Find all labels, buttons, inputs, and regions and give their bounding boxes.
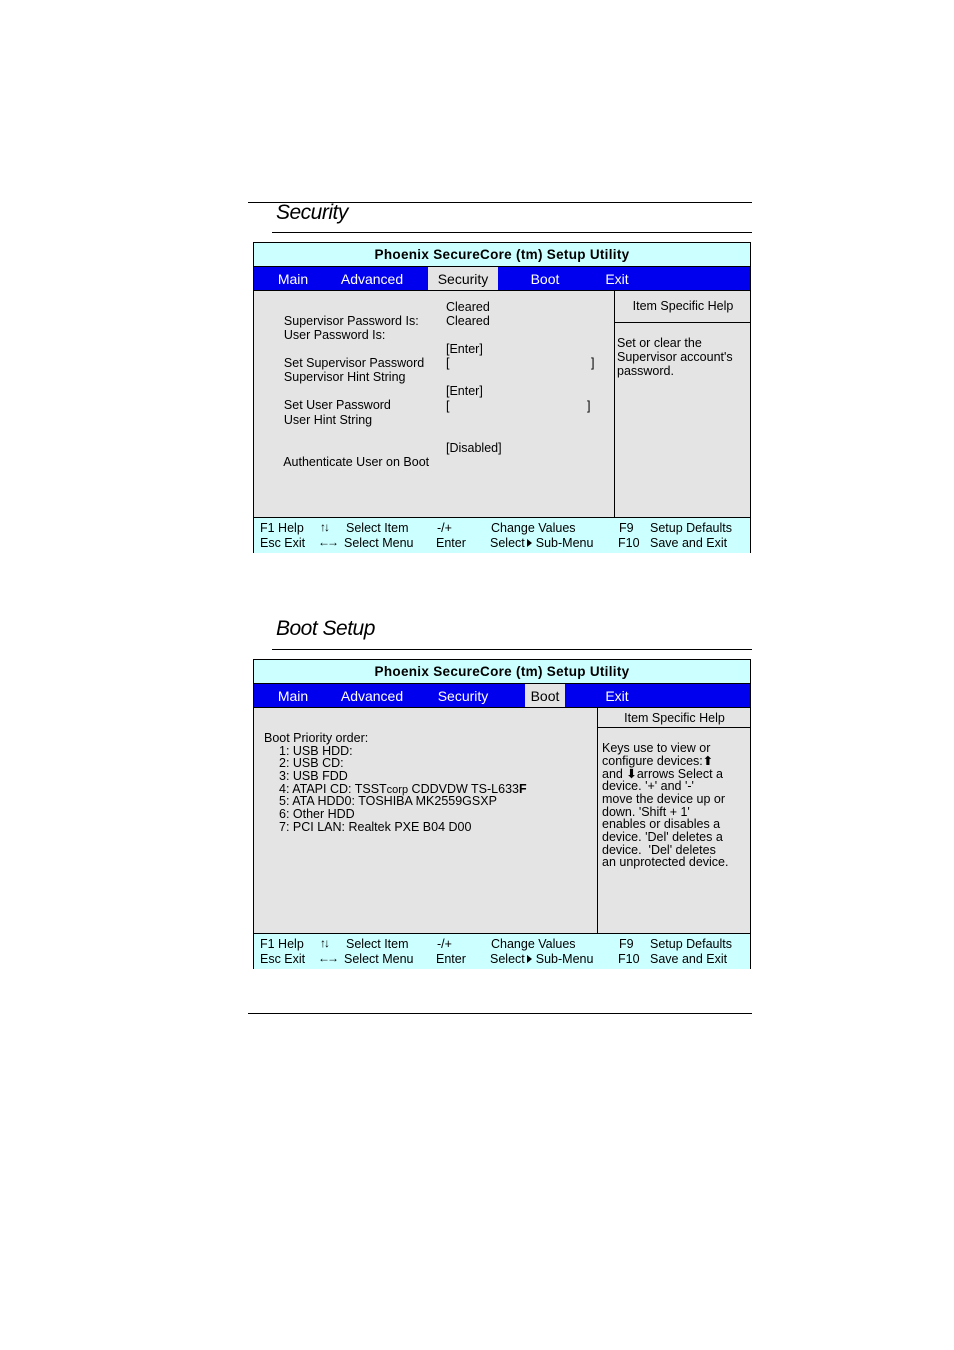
setting-label: Set User Password	[283, 398, 391, 412]
up-down-arrows-icon: ↑↓	[320, 520, 328, 534]
menu-boot[interactable]: Boot	[525, 684, 565, 707]
select-item-label: Select Item	[346, 521, 409, 535]
select-label: Select	[490, 952, 525, 966]
minus-plus-key[interactable]: -/+	[437, 521, 452, 535]
setting-label: User Password Is:	[283, 328, 386, 342]
boot-section-title: Boot Setup	[276, 617, 375, 640]
f10-key[interactable]: F10	[618, 952, 640, 966]
left-right-arrows-icon: ←→	[318, 951, 336, 965]
help-line: an unprotected device.	[602, 855, 729, 869]
minus-plus-key[interactable]: -/+	[437, 937, 452, 951]
setting-value[interactable]: [Disabled]	[446, 441, 502, 455]
boot-device-item[interactable]: 6: Other HDD	[279, 807, 355, 821]
help-text: and	[602, 767, 623, 781]
bios-title: Phoenix SecureCore (tm) Setup Utility	[254, 660, 750, 684]
menu-exit[interactable]: Exit	[605, 688, 629, 704]
hint-close-bracket: ]	[591, 356, 595, 370]
bios-menu-bar	[254, 684, 750, 708]
triangle-right-icon	[527, 539, 532, 547]
sub-menu-label: Sub-Menu	[535, 536, 594, 550]
select-item-label: Select Item	[346, 937, 409, 951]
menu-security[interactable]: Security	[437, 688, 489, 704]
help-pane-divider	[597, 708, 598, 933]
menu-advanced[interactable]: Advanced	[340, 688, 404, 704]
device-text: 4: ATAPI CD: TSST	[279, 782, 387, 796]
setting-authenticate-user-on-boot[interactable]	[270, 441, 429, 483]
change-values-label: Change Values	[491, 521, 576, 535]
setting-value: Cleared	[446, 300, 490, 314]
setting-value: Cleared	[446, 314, 490, 328]
help-line: password.	[617, 364, 674, 378]
select-menu-label: Select Menu	[344, 536, 414, 550]
help-line: Set or clear the	[617, 336, 702, 350]
setting-label: Supervisor Hint String	[283, 370, 406, 384]
menu-advanced[interactable]: Advanced	[340, 271, 404, 287]
boot-device-item[interactable]: 5: ATA HDD0: TOSHIBA MK2559GSXP	[279, 794, 497, 808]
help-line: Supervisor account's	[617, 350, 733, 364]
boot-title-underline	[272, 649, 752, 650]
up-down-arrows-icon: ↑↓	[320, 936, 328, 950]
security-bios-screen	[253, 242, 751, 553]
help-line: device. 'Del' deletes	[602, 843, 716, 857]
boot-priority-heading: Boot Priority order:	[264, 731, 369, 745]
f9-key[interactable]: F9	[619, 521, 634, 535]
help-line	[602, 754, 713, 768]
boot-device-item[interactable]: 1: USB HDD:	[279, 744, 353, 758]
help-line: device. 'Del' deletes a	[602, 830, 723, 844]
help-text: arrows Select a	[636, 767, 723, 781]
setting-label: Set Supervisor Password	[283, 356, 425, 370]
setting-value[interactable]: [Enter]	[446, 384, 483, 398]
setting-value[interactable]: [Enter]	[446, 342, 483, 356]
enter-key[interactable]: Enter	[436, 952, 466, 966]
sub-menu-label: Sub-Menu	[535, 952, 594, 966]
help-pane-title: Item Specific Help	[624, 711, 725, 725]
menu-main[interactable]: Main	[277, 271, 309, 287]
save-and-exit-label: Save and Exit	[650, 952, 728, 966]
up-arrow-icon: ⬆	[702, 754, 714, 768]
hint-open-bracket[interactable]: [	[446, 356, 450, 370]
f10-key[interactable]: F10	[618, 536, 640, 550]
help-line: move the device up or	[602, 792, 725, 806]
bios-title: Phoenix SecureCore (tm) Setup Utility	[254, 243, 750, 267]
boot-device-item[interactable]: 2: USB CD:	[279, 756, 344, 770]
help-title-rule	[615, 322, 751, 323]
hint-open-bracket[interactable]: [	[446, 399, 450, 413]
boot-device-item[interactable]: 3: USB FDD	[279, 769, 348, 783]
down-arrow-icon: ⬇	[626, 767, 637, 781]
help-text: configure devices:	[602, 754, 703, 768]
bios-footer	[254, 933, 750, 969]
select-sub-menu-label	[490, 952, 593, 966]
help-title-rule	[598, 727, 751, 728]
select-label: Select	[490, 536, 525, 550]
bios-menu-bar	[254, 267, 750, 291]
setup-defaults-label: Setup Defaults	[650, 521, 732, 535]
page-bottom-rule	[248, 1013, 752, 1014]
menu-boot[interactable]: Boot	[530, 271, 560, 287]
menu-security[interactable]: Security	[428, 267, 498, 290]
setup-defaults-label: Setup Defaults	[650, 937, 732, 951]
boot-bios-screen	[253, 659, 751, 969]
help-line: enables or disables a	[602, 817, 721, 831]
f9-key[interactable]: F9	[619, 937, 634, 951]
save-and-exit-label: Save and Exit	[650, 536, 728, 550]
setting-label: Authenticate User on Boot	[283, 455, 430, 469]
setting-label: Supervisor Password Is:	[283, 314, 419, 328]
triangle-right-icon	[527, 955, 532, 963]
device-text-small: corp	[386, 784, 409, 796]
setting-label: User Hint String	[283, 413, 373, 427]
device-text-bold: F	[519, 782, 527, 796]
select-menu-label: Select Menu	[344, 952, 414, 966]
esc-exit-key[interactable]: Esc Exit	[260, 952, 306, 966]
security-title-underline	[272, 232, 752, 233]
esc-exit-key[interactable]: Esc Exit	[260, 536, 306, 550]
menu-exit[interactable]: Exit	[605, 271, 629, 287]
help-line: device. '+' and '-'	[602, 779, 694, 793]
menu-main[interactable]: Main	[277, 688, 309, 704]
device-text: CDDVDW TS-L633	[408, 782, 519, 796]
enter-key[interactable]: Enter	[436, 536, 466, 550]
boot-device-item[interactable]: 7: PCI LAN: Realtek PXE B04 D00	[279, 820, 472, 834]
hint-close-bracket: ]	[587, 399, 591, 413]
f1-help-key[interactable]: F1 Help	[260, 937, 304, 951]
left-right-arrows-icon: ←→	[318, 535, 336, 549]
f1-help-key[interactable]: F1 Help	[260, 521, 304, 535]
help-line: Keys use to view or	[602, 741, 711, 755]
change-values-label: Change Values	[491, 937, 576, 951]
select-sub-menu-label	[490, 536, 593, 550]
help-line: down. 'Shift + 1'	[602, 805, 690, 819]
bios-footer	[254, 517, 750, 553]
help-pane-divider	[614, 291, 615, 517]
security-section-title: Security	[276, 201, 348, 224]
setting-user-hint-string[interactable]	[270, 399, 372, 441]
help-pane-title: Item Specific Help	[632, 299, 734, 313]
